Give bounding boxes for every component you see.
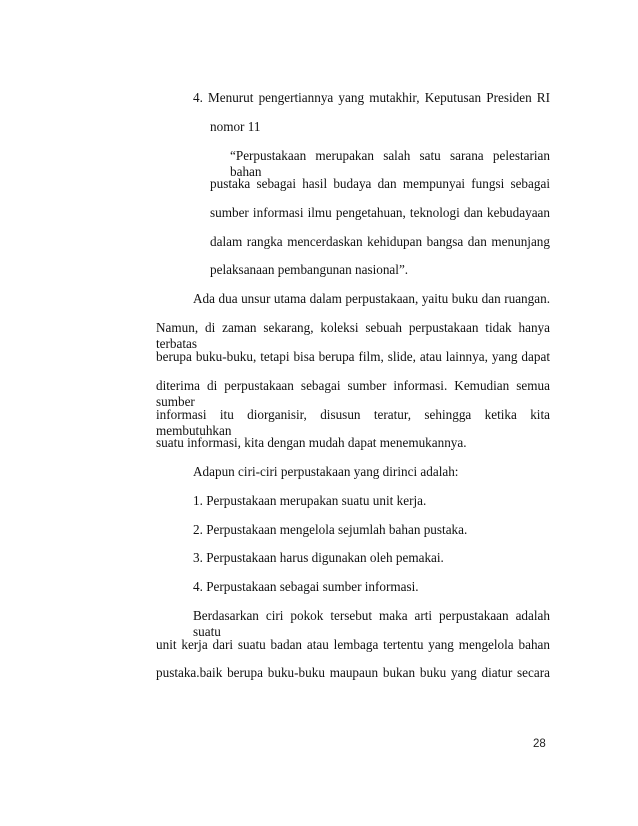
characteristic-2: 2. Perpustakaan mengelola sejumlah bahan pustaka. (193, 522, 468, 537)
quote-line-3: sumber informasi ilmu pengetahuan, teknologi dan kebudayaan (210, 205, 550, 220)
quote-line-4: dalam rangka mencerdaskan kehidupan bangsa dan menunjang (210, 234, 550, 249)
paragraph-1-line-6: suatu informasi, kita dengan mudah dapat menemukannya. (156, 435, 467, 450)
paragraph-1-line-1: Ada dua unsur utama dalam perpustakaan, yaitu buku dan ruangan. (193, 291, 550, 306)
quote-line-5: pelaksanaan pembangunan nasional”. (210, 262, 409, 277)
paragraph-2-line-1: Berdasarkan ciri pokok tersebut maka arti perpustakaan adalah suatu (193, 608, 550, 639)
characteristic-4: 4. Perpustakaan sebagai sumber informasi. (193, 579, 419, 594)
quote-line-2: pustaka sebagai hasil budaya dan mempunyai fungsi sebagai (210, 176, 550, 191)
paragraph-1-line-5: informasi itu diorganisir, disusun teratur, sehingga ketika kita membutuhkan (156, 407, 550, 438)
numbered-item-4-continuation: nomor 11 (210, 119, 261, 134)
characteristic-1: 1. Perpustakaan merupakan suatu unit kerja. (193, 493, 427, 508)
paragraph-1-line-3: berupa buku-buku, tetapi bisa berupa film, slide, atau lainnya, yang dapat (156, 349, 550, 364)
page-number: 28 (533, 738, 546, 750)
numbered-item-4-text: 4. Menurut pengertiannya yang mutakhir, Keputusan Presiden RI (193, 90, 550, 105)
characteristic-3: 3. Perpustakaan harus digunakan oleh pemakai. (193, 550, 444, 565)
characteristics-heading: Adapun ciri-ciri perpustakaan yang dirinci adalah: (193, 464, 459, 479)
paragraph-1-line-2: Namun, di zaman sekarang, koleksi sebuah perpustakaan tidak hanya terbatas (156, 320, 550, 351)
paragraph-2-line-2: unit kerja dari suatu badan atau lembaga tertentu yang mengelola bahan (156, 637, 550, 652)
paragraph-2-line-3: pustaka.baik berupa buku-buku maupaun bukan buku yang diatur secara (156, 665, 550, 680)
paragraph-1-line-4: diterima di perpustakaan sebagai sumber informasi. Kemudian semua sumber (156, 378, 550, 409)
quote-line-1: “Perpustakaan merupakan salah satu sarana pelestarian bahan (230, 148, 550, 179)
